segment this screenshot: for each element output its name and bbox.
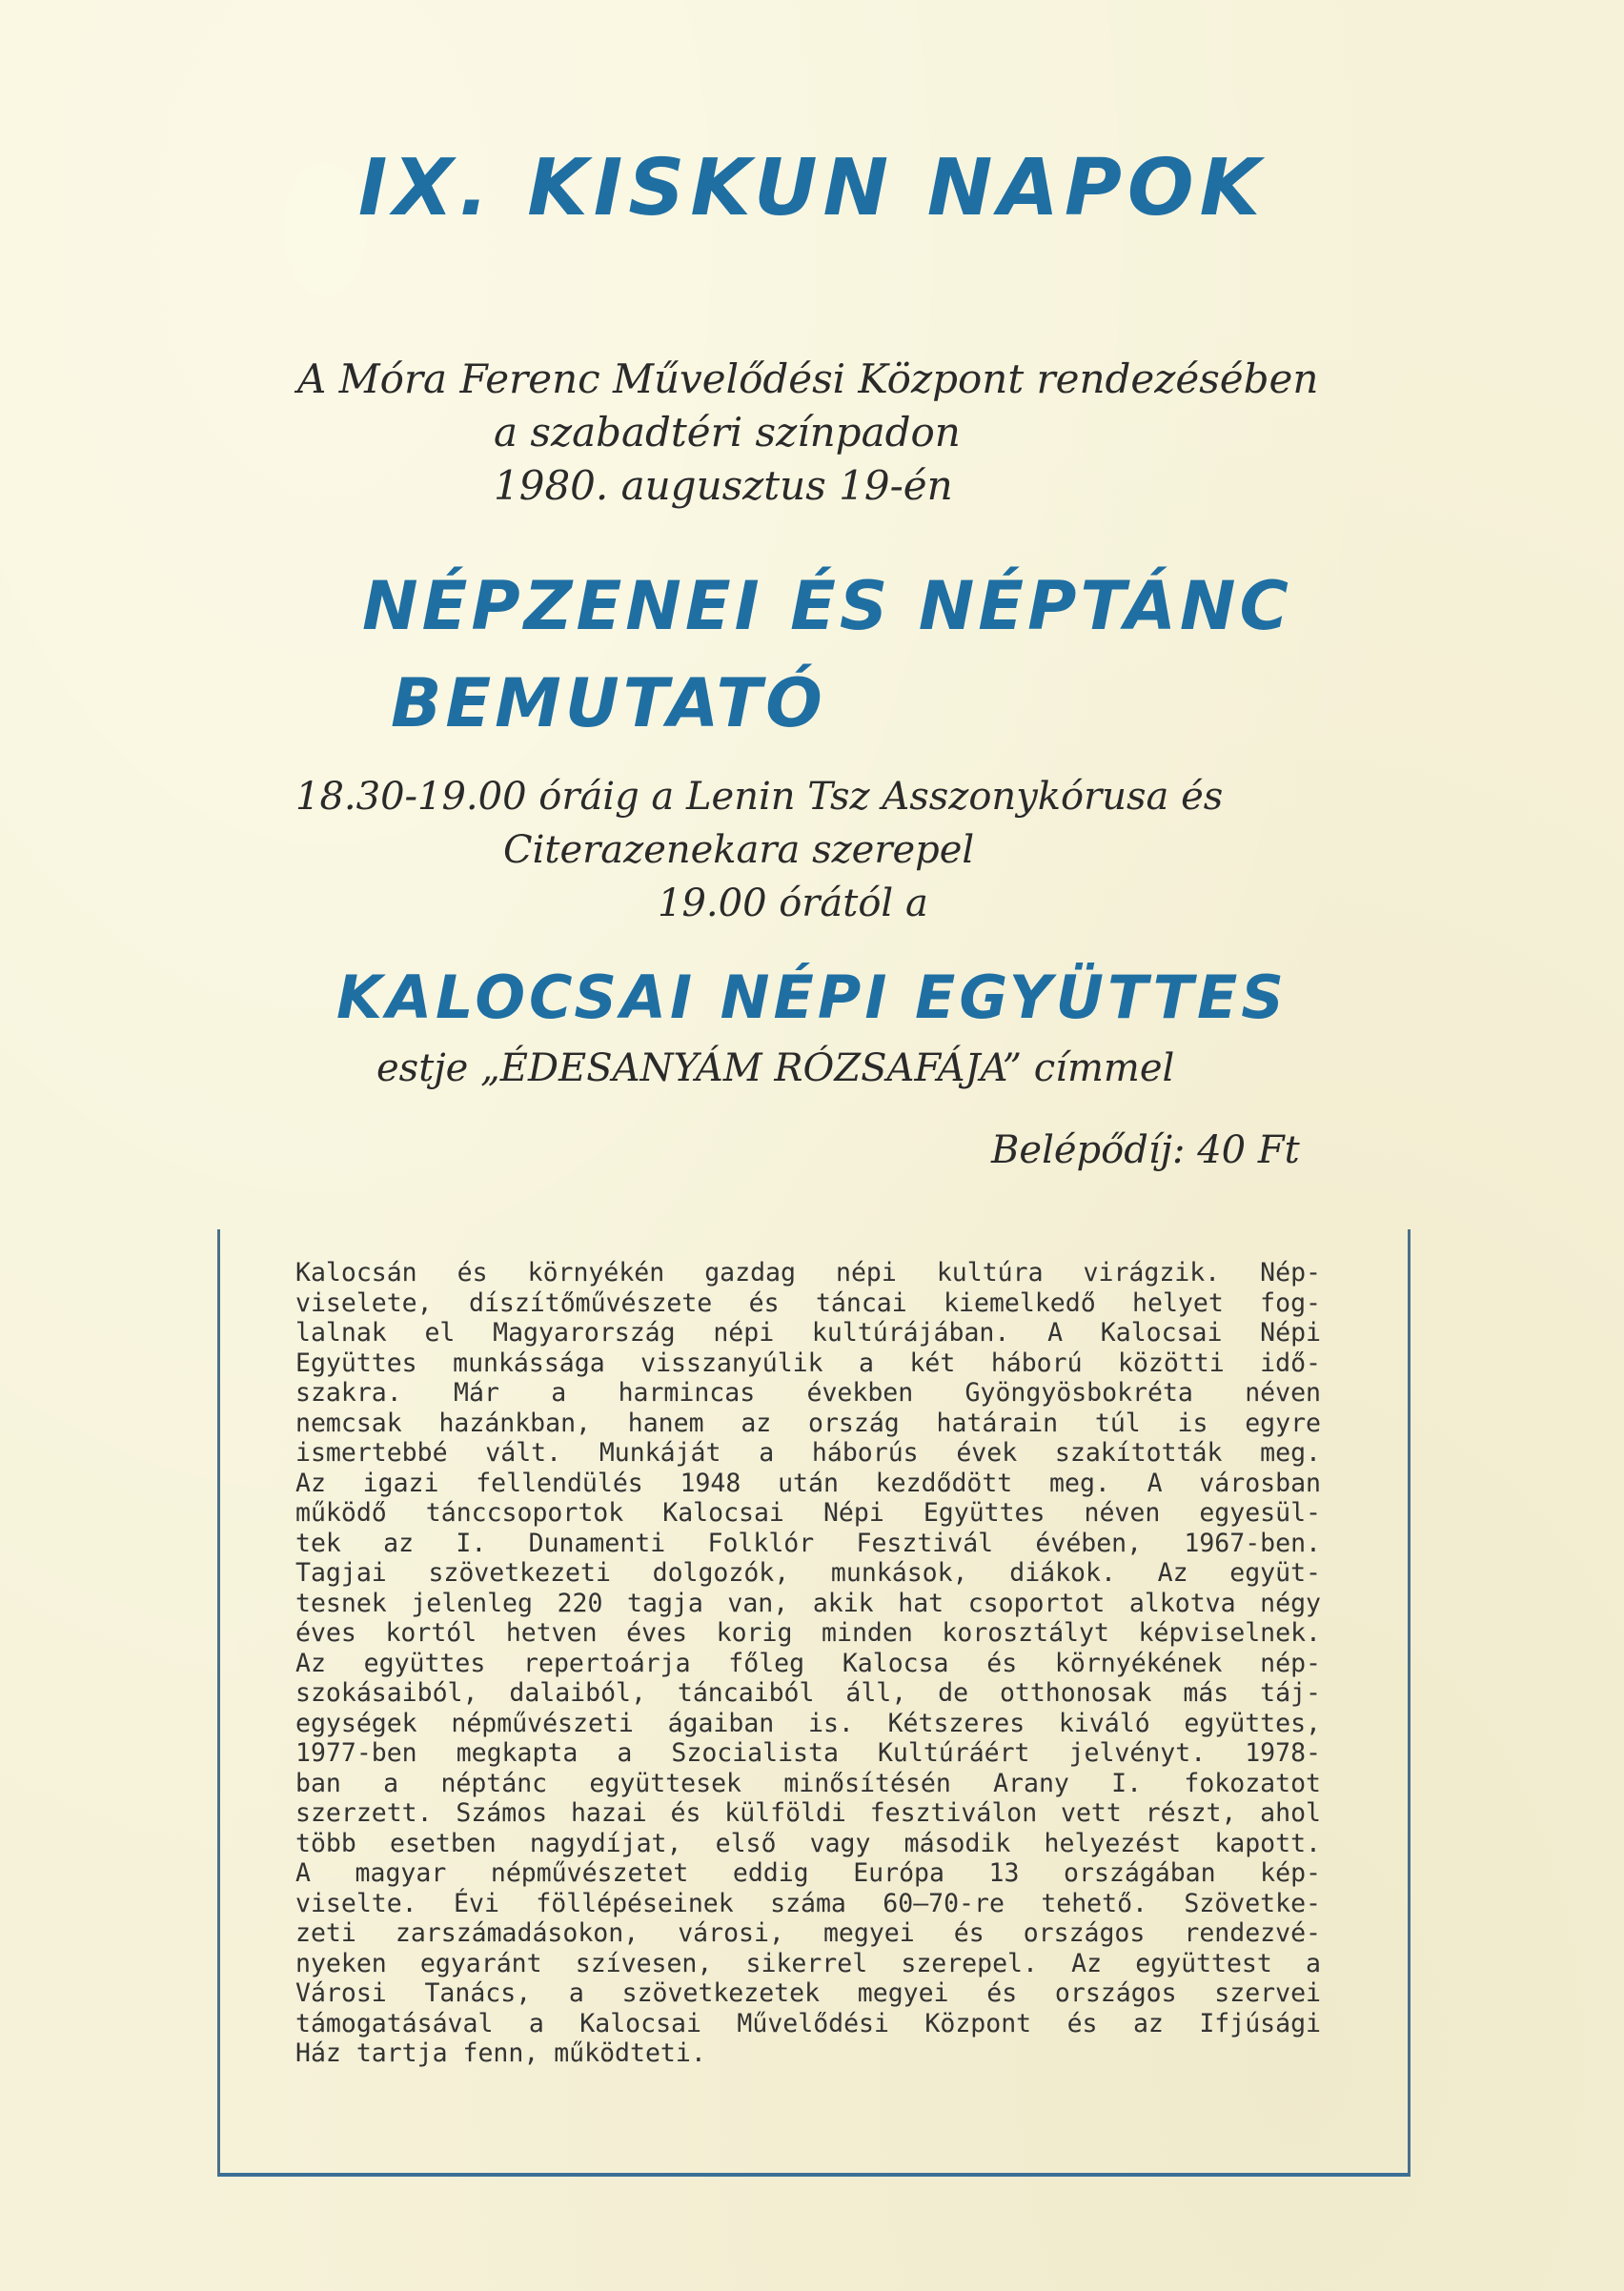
article-line: Tagjai szövetkezeti dolgozók, munkások, diákok. Az együt-: [295, 1558, 1321, 1588]
article-line: több esetben nagydíjat, első vagy második helyezést kapott.: [295, 1828, 1321, 1858]
article-line: szakra. Már a harmincas években Gyöngyösbokréta néven: [295, 1378, 1321, 1408]
schedule-line: 19.00 órától a: [658, 882, 928, 925]
schedule-line: Citerazenekara szerepel: [503, 828, 975, 872]
article-line: lalnak el Magyarország népi kultúrájában. A Kalocsai Népi: [295, 1318, 1321, 1348]
article-line: Városi Tanács, a szövetkezetek megyei és országos szervei: [295, 1978, 1321, 2008]
article-line: Az igazi fellendülés 1948 után kezdődött meg. A városban: [295, 1468, 1321, 1498]
article-line: Ház tartja fenn, működteti.: [295, 2038, 706, 2068]
schedule-block: [295, 770, 1401, 930]
article-line: támogatásával a Kalocsai Művelődési Központ és az Ifjúsági: [295, 2008, 1321, 2038]
intro-block: [286, 353, 1382, 513]
article-line: viselte. Évi föllépéseinek száma 60—70-re tehető. Szövetke-: [295, 1888, 1321, 1918]
intro-line: a szabadtéri színpadon: [494, 409, 961, 456]
article-line: Az együttes repertoárja főleg Kalocsa és környékének nép-: [295, 1648, 1321, 1678]
schedule-line: 18.30-19.00 óráig a Lenin Tsz Asszonykórusa és: [295, 775, 1224, 819]
intro-line: A Móra Ferenc Művelődési Központ rendezésében: [297, 355, 1319, 402]
program-heading-line: NÉPZENEI ÉS NÉPTÁNC: [362, 567, 1292, 645]
entry-fee: Belépődíj: 40 Ft: [991, 1128, 1300, 1172]
program-heading-line: BEMUTATÓ: [391, 664, 826, 742]
article-line: viselete, díszítőművészete és táncai kiemelkedő helyet fog-: [295, 1287, 1321, 1318]
article-line: Együttes munkássága visszanyúlik a két háború közötti idő-: [295, 1348, 1321, 1378]
article-line: működő tánccsoportok Kalocsai Népi Együttes néven egyesül-: [295, 1498, 1321, 1528]
article-line: Kalocsán és környékén gazdag népi kultúra virágzik. Nép-: [295, 1258, 1321, 1287]
article-line: egységek népművészeti ágaiban is. Kétszeres kiváló együttes,: [295, 1708, 1321, 1738]
article-line: A magyar népművészetet eddig Európa 13 országában kép-: [295, 1858, 1321, 1888]
article-line: tesnek jelenleg 220 tagja van, akik hat csoportot alkotva négy: [295, 1588, 1321, 1618]
evening-title: estje „ÉDESANYÁM RÓZSAFÁJA” címmel: [376, 1046, 1175, 1090]
intro-line: 1980. augusztus 19-én: [494, 462, 953, 509]
article-line: ismertebbé vált. Munkáját a háborús évek szakították meg.: [295, 1438, 1321, 1468]
article-line: ban a néptánc együttesek minősítésén Arany I. fokozatot: [295, 1768, 1321, 1798]
article-line: nemcsak hazánkban, hanem az ország határain túl is egyre: [295, 1408, 1321, 1438]
article-line: tek az I. Dunamenti Folklór Fesztivál évében, 1967-ben.: [295, 1528, 1321, 1558]
ensemble-name: KALOCSAI NÉPI EGYÜTTES: [336, 963, 1288, 1032]
event-title: IX. KISKUN NAPOK: [357, 143, 1267, 233]
article-text: [295, 1258, 1321, 2069]
article-line: szokásaiból, dalaiból, táncaiból áll, de otthonosak más táj-: [295, 1678, 1321, 1708]
article-line: nyeken egyaránt szívesen, sikerrel szerepel. Az együttest a: [295, 1948, 1321, 1978]
program-heading: [362, 558, 1315, 752]
article-line: zeti zarszámadásokon, városi, megyei és országos rendezvé-: [295, 1918, 1321, 1948]
article-line: szerzett. Számos hazai és külföldi fesztiválon vett részt, ahol: [295, 1798, 1321, 1828]
article-line: éves kortól hetven éves korig minden korosztályt képviselnek.: [295, 1618, 1321, 1648]
article-line: 1977-ben megkapta a Szocialista Kultúráért jelvényt. 1978-: [295, 1738, 1321, 1768]
